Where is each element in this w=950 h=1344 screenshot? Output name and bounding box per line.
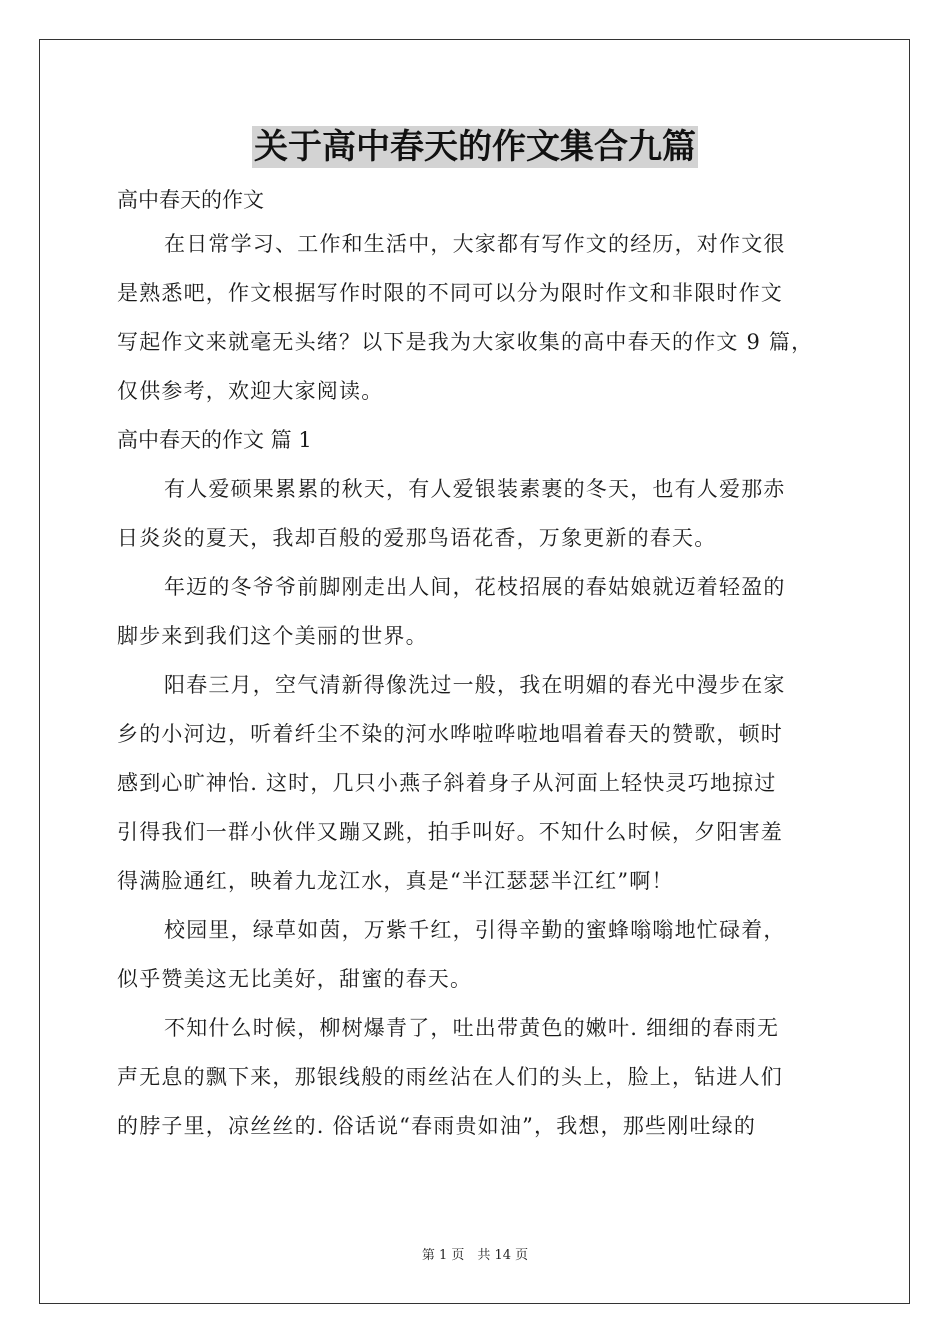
paragraph-line: 感到心旷神怡. 这时，几只小燕子斜着身子从河面上轻快灵巧地掠过 xyxy=(117,771,777,795)
paragraph-line: 是熟悉吧，作文根据写作时限的不同可以分为限时作文和非限时作文 xyxy=(117,281,783,305)
paragraph-line: 得满脸通红，映着九龙江水，真是“半江瑟瑟半江红”啊！ xyxy=(117,869,674,893)
paragraph-line: 引得我们一群小伙伴又蹦又跳，拍手叫好。不知什么时候，夕阳害羞 xyxy=(117,820,783,844)
paragraph-line: 年迈的冬爷爷前脚刚走出人间，花枝招展的春姑娘就迈着轻盈的 xyxy=(164,575,786,599)
chapter-heading: 高中春天的作文 篇 1 xyxy=(117,428,312,452)
document-body xyxy=(117,180,835,1151)
intro-paragraph xyxy=(117,220,835,416)
paragraph-line: 写起作文来就毫无头绪？以下是我为大家收集的高中春天的作文 9 篇， xyxy=(117,330,814,354)
paragraph-line: 校园里，绿草如茵，万紫千红，引得辛勤的蜜蜂嗡嗡地忙碌着， xyxy=(164,918,786,942)
section-heading: 高中春天的作文 xyxy=(117,188,264,212)
paragraph-line: 仅供参考，欢迎大家阅读。 xyxy=(117,379,384,403)
paragraph-line: 阳春三月，空气清新得像洗过一般，我在明媚的春光中漫步在家 xyxy=(164,673,786,697)
paragraph xyxy=(117,1004,835,1151)
paragraph xyxy=(117,661,835,906)
paragraph xyxy=(117,563,835,661)
title-container xyxy=(0,126,950,168)
page-footer: 第 1 页 共 14 页 xyxy=(421,1248,529,1263)
paragraph xyxy=(117,906,835,1004)
paragraph-line: 有人爱硕果累累的秋天，有人爱银装素裹的冬天，也有人爱那赤 xyxy=(164,477,786,501)
paragraph-line: 似乎赞美这无比美好，甜蜜的春天。 xyxy=(117,967,473,991)
paragraph-line: 日炎炎的夏天，我却百般的爱那鸟语花香，万象更新的春天。 xyxy=(117,526,717,550)
paragraph-line: 的脖子里，凉丝丝的. 俗话说“春雨贵如油”，我想，那些刚吐绿的 xyxy=(117,1114,757,1138)
paragraph-line: 不知什么时候，柳树爆青了，吐出带黄色的嫩叶. 细细的春雨无 xyxy=(164,1016,780,1040)
paragraph-line: 乡的小河边，听着纤尘不染的河水哗啦哗啦地唱着春天的赞歌，顿时 xyxy=(117,722,783,746)
paragraph-line: 在日常学习、工作和生活中，大家都有写作文的经历，对作文很 xyxy=(164,232,786,256)
paragraph-line: 声无息的飘下来，那银线般的雨丝沾在人们的头上，脸上，钻进人们 xyxy=(117,1065,783,1089)
paragraph-line: 脚步来到我们这个美丽的世界。 xyxy=(117,624,428,648)
document-title: 关于高中春天的作文集合九篇 xyxy=(254,127,696,167)
paragraph xyxy=(117,465,835,563)
